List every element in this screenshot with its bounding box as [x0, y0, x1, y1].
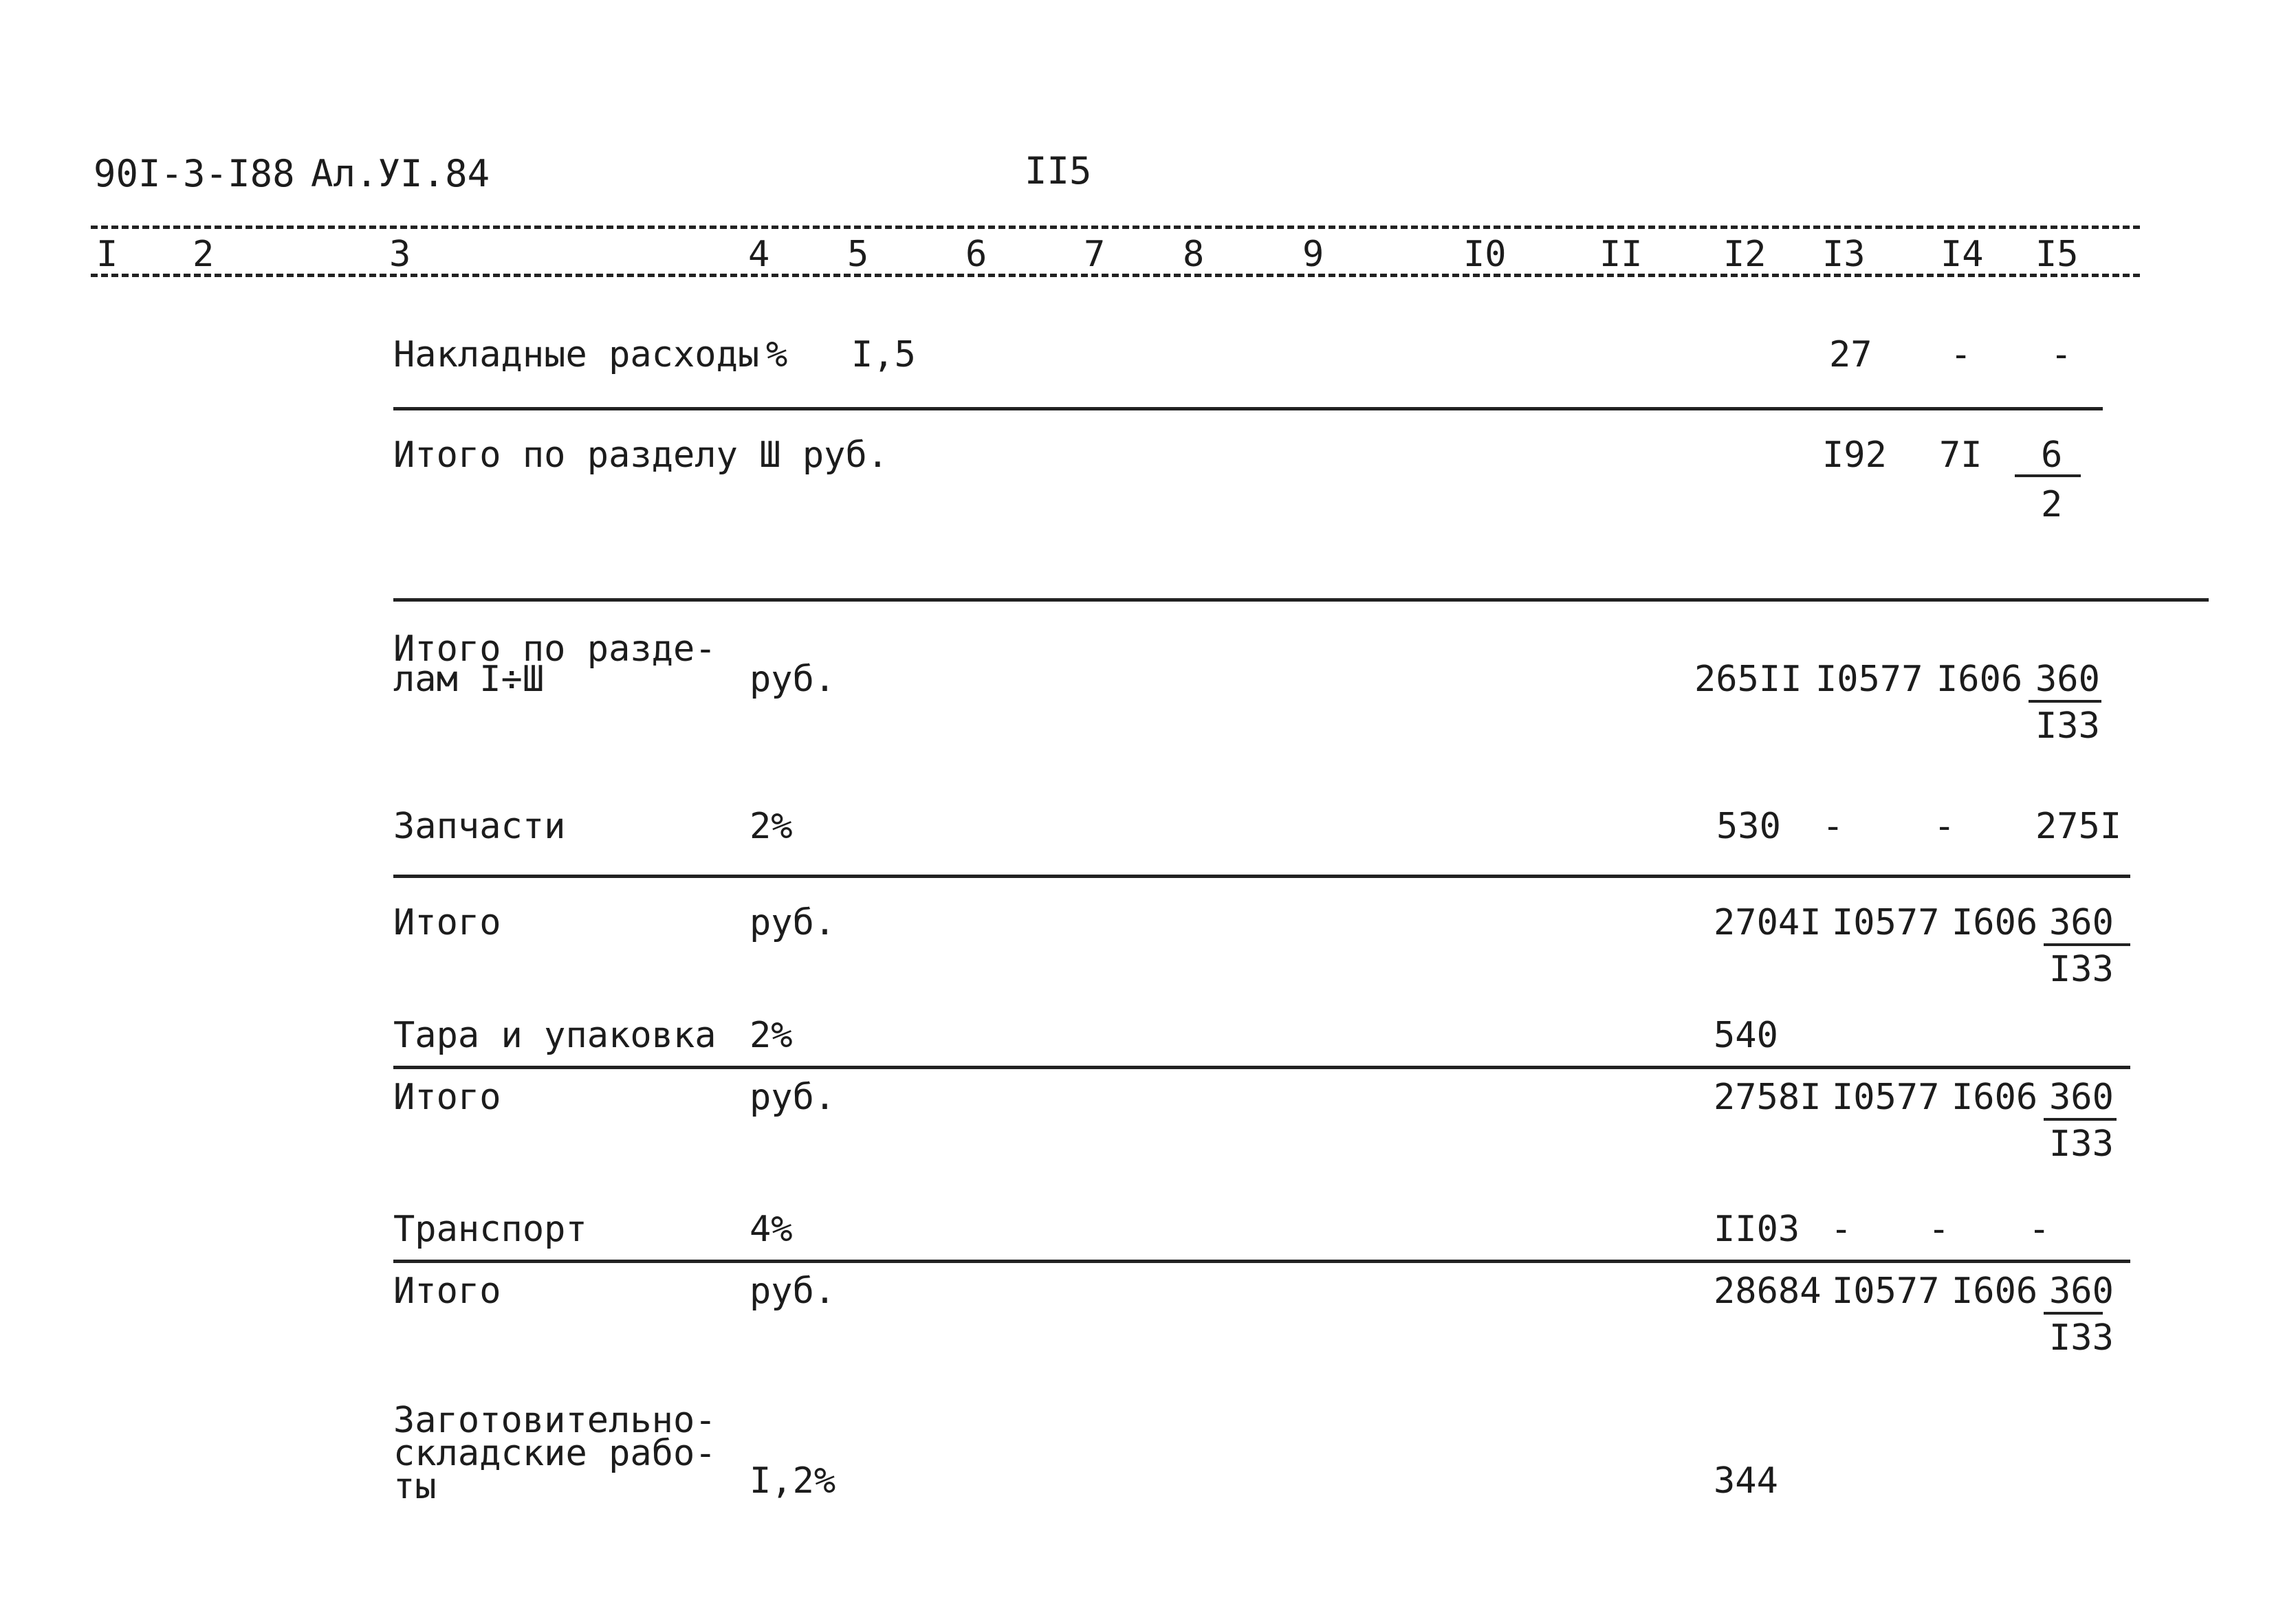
row-col15: -: [2051, 334, 2073, 375]
row-col12: II03: [1714, 1209, 1800, 1250]
row-divider: [393, 875, 2130, 878]
fraction-denominator: I33: [2049, 949, 2114, 990]
fraction-numerator: 6: [2041, 435, 2063, 476]
page-number: II5: [1025, 149, 1092, 193]
row-col13: I0577: [1832, 902, 1940, 943]
row-label: Запчасти: [393, 806, 566, 847]
row-col13: -: [1830, 1209, 1852, 1250]
row-label: Итого по разделу Ш руб.: [393, 435, 889, 476]
row-label: Тара и упаковка: [393, 1015, 717, 1056]
row-col13: I0577: [1832, 1271, 1940, 1312]
column-header: I: [96, 234, 118, 275]
row-label-line: ты: [393, 1466, 437, 1507]
row-col14: I606: [1936, 659, 2023, 700]
row-label: Транспорт: [393, 1209, 587, 1250]
column-header: 3: [389, 234, 411, 275]
row-unit: руб.: [750, 659, 836, 700]
column-header: II: [1599, 234, 1643, 275]
fraction-bar: [2044, 1118, 2117, 1121]
row-col12: 265II: [1694, 659, 1802, 700]
row-col14: I606: [1952, 1271, 2038, 1312]
row-col15: -: [2029, 1209, 2051, 1250]
row-col14: -: [1950, 334, 1972, 375]
row-divider: [393, 1066, 2130, 1069]
fraction-denominator: I33: [2035, 705, 2100, 747]
row-col12: 28684: [1714, 1271, 1822, 1312]
column-header: 9: [1302, 234, 1324, 275]
row-unit: 2%: [750, 806, 793, 847]
column-header: I3: [1822, 234, 1866, 275]
row-col14: I606: [1952, 902, 2038, 943]
row-rate: I,5: [851, 334, 916, 375]
fraction-bar: [2044, 1312, 2103, 1315]
row-col13: I92: [1822, 435, 1887, 476]
column-header: 2: [193, 234, 215, 275]
fraction-denominator: I33: [2049, 1317, 2114, 1359]
column-header: I4: [1940, 234, 1984, 275]
fraction-numerator: 360: [2049, 902, 2114, 943]
column-header: 5: [847, 234, 869, 275]
fraction-bar: [2044, 943, 2130, 946]
row-label: Накладные расходы: [393, 334, 760, 375]
row-col12: 344: [1714, 1460, 1778, 1502]
fraction-denominator: I33: [2049, 1123, 2114, 1165]
column-header: I2: [1723, 234, 1767, 275]
album-reference: Ал.УI.84: [311, 152, 490, 195]
row-col13: I0577: [1832, 1077, 1940, 1118]
fraction-bar: [2029, 700, 2101, 703]
row-col12: 540: [1714, 1015, 1778, 1056]
row-unit: I,2%: [750, 1460, 836, 1502]
row-label: Итого: [393, 1077, 501, 1118]
row-divider: [393, 407, 2103, 410]
row-unit: руб.: [750, 902, 836, 943]
column-header: 6: [965, 234, 987, 275]
row-unit: руб.: [750, 1077, 836, 1118]
row-col15: 275I: [2035, 806, 2122, 847]
column-header: 7: [1084, 234, 1106, 275]
row-label-line: лам I÷Ш: [393, 659, 545, 700]
row-col12: 2758I: [1714, 1077, 1822, 1118]
row-col14: -: [1934, 806, 1956, 847]
row-col14: -: [1928, 1209, 1950, 1250]
fraction-numerator: 360: [2049, 1271, 2114, 1312]
fraction-bar: [2015, 474, 2081, 477]
column-header: 8: [1183, 234, 1205, 275]
row-unit: 4%: [750, 1209, 793, 1250]
column-header: I5: [2035, 234, 2079, 275]
column-header: I0: [1463, 234, 1507, 275]
row-col14: I606: [1952, 1077, 2038, 1118]
row-col14: 7I: [1939, 435, 1982, 476]
row-col13: I0577: [1815, 659, 1923, 700]
row-label: Итого: [393, 1271, 501, 1312]
row-col12: 530: [1716, 806, 1781, 847]
row-label-line: складские рабо-: [393, 1433, 717, 1474]
fraction-denominator: 2: [2041, 484, 2063, 525]
row-unit: руб.: [750, 1271, 836, 1312]
fraction-numerator: 360: [2035, 659, 2100, 700]
section-divider: [393, 598, 2209, 602]
row-label: Итого: [393, 902, 501, 943]
row-label-line: Заготовительно-: [393, 1400, 717, 1441]
document-code: 90I-3-I88: [94, 152, 295, 195]
header-rule-top: [91, 226, 2140, 229]
fraction-numerator: 360: [2049, 1077, 2114, 1118]
row-label-line: Итого по разде-: [393, 628, 717, 670]
row-divider: [393, 1260, 2130, 1263]
row-unit: %: [766, 334, 788, 375]
row-col13: 27: [1829, 334, 1872, 375]
column-header: 4: [748, 234, 770, 275]
row-col12: 2704I: [1714, 902, 1822, 943]
row-unit: 2%: [750, 1015, 793, 1056]
row-col13: -: [1822, 806, 1844, 847]
